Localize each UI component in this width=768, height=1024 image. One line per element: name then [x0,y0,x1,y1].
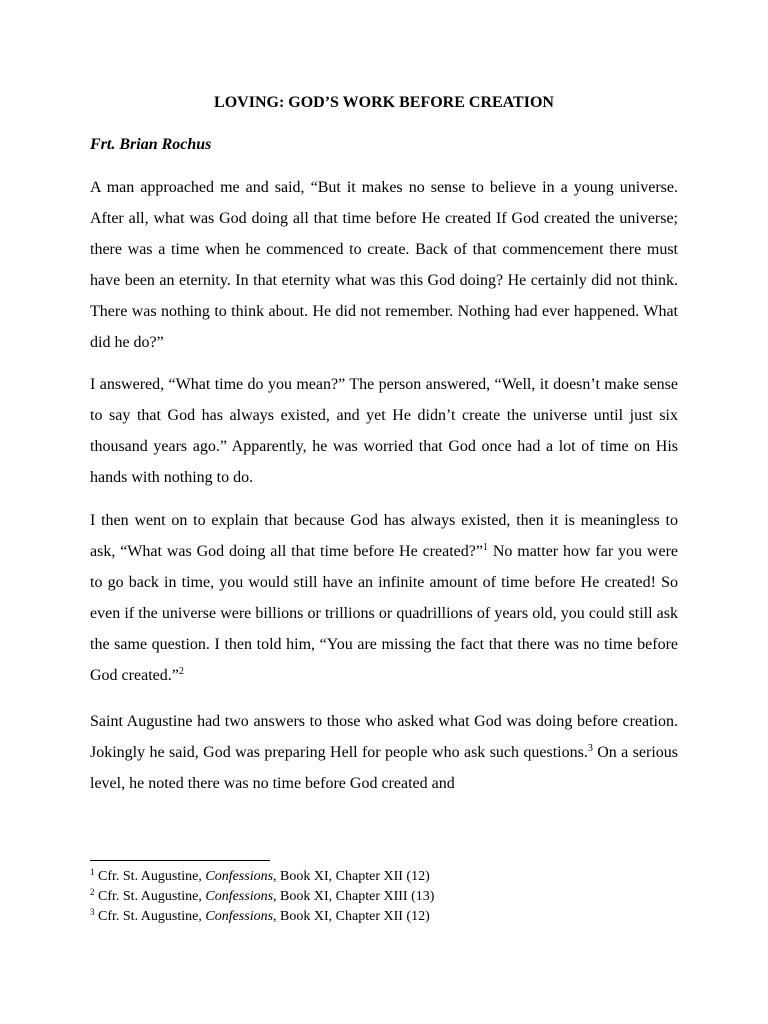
footnote-ref-1[interactable]: 1 [482,542,488,553]
footnote-suffix: , Book XI, Chapter XII (12) [273,869,430,884]
paragraph-2-text: I answered, “What time do you mean?” The person answered, “Well, it doesn’t make sense to say that God has always existed, and yet He didn’t create the universe until just six thousand years ago.” Apparently, he was worried that God once had a lot of time on His hands with nothing to do. [90,376,678,486]
footnotes-list [90,867,678,927]
paragraph-3-text-a: I then went on to explain that because God has always existed, then it is meaningless to ask, “What was God doing all that time before He created?” [90,512,678,560]
footnote-1 [90,867,678,887]
footnote-work-title: Confessions [205,869,274,884]
footnote-3 [90,907,678,927]
footnote-suffix: , Book XI, Chapter XIII (13) [273,889,435,904]
author-name: Frt. Brian Rochus [90,136,212,153]
footnote-ref-3[interactable]: 3 [587,743,593,754]
footnote-2 [90,887,678,907]
footnote-prefix: Cfr. St. Augustine, [98,889,206,904]
footnote-number: 3 [90,907,95,917]
footnote-prefix: Cfr. St. Augustine, [98,909,206,924]
footnote-divider [90,860,270,861]
document-title: LOVING: GOD’S WORK BEFORE CREATION [214,94,554,111]
paragraph-4-text-b: On a serious level, he noted there was no time before God created and [90,744,678,792]
footnote-work-title: Confessions [205,889,274,904]
footnote-ref-2[interactable]: 2 [178,666,184,677]
footnote-number: 2 [90,887,95,897]
paragraph-2 [90,369,678,493]
footnote-number: 1 [90,867,95,877]
paragraph-1-text: A man approached me and said, “But it makes no sense to believe in a young universe. After all, what was God doing all that time before He created If God created the universe; there was a time when he commenced to create. Back of that commencement there must have been an eternity. In that eternity what was this God doing? He certainly did not think. There was nothing to think about. He did not remember. Nothing had ever happened. What did he do?” [90,179,678,351]
paragraph-4-text-a: Saint Augustine had two answers to those who asked what God was doing before creation. Jokingly he said, God was preparing Hell for people who ask such questions. [90,713,678,761]
paragraph-4 [90,706,678,799]
footnote-suffix: , Book XI, Chapter XII (12) [273,909,430,924]
footnote-work-title: Confessions [205,909,274,924]
paragraph-3 [90,505,678,691]
paragraph-3-text-b: No matter how far you were to go back in time, you would still have an infinite amount of time before He created! So even if the universe were billions or trillions or quadrillions of years old, you could still ask the same question. I then told him, “You are missing the fact that there was no time before God created.” [90,543,678,684]
footnote-prefix: Cfr. St. Augustine, [98,869,206,884]
paragraph-1 [90,172,678,358]
